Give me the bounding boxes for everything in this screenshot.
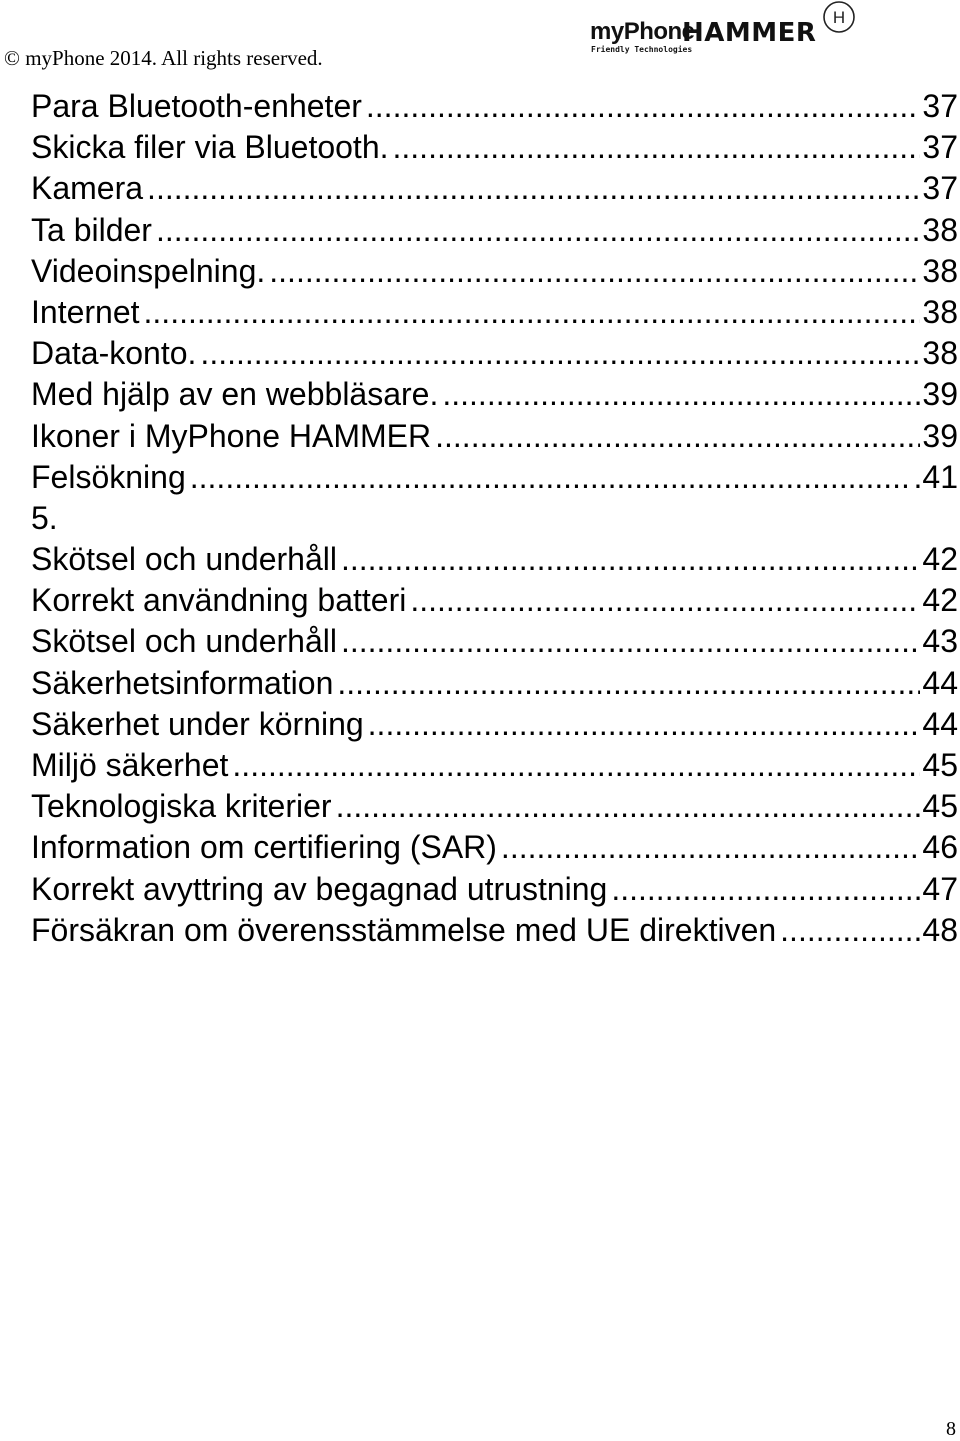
toc-entry-page: 43 <box>922 623 958 660</box>
toc-entry-title: Videoinspelning. <box>31 252 266 289</box>
toc-entry[interactable] <box>31 416 958 457</box>
toc-entry-title: Internet <box>31 293 140 330</box>
toc-entry[interactable] <box>31 374 958 415</box>
toc-dot-leader <box>269 251 920 292</box>
toc-entry-page: 44 <box>922 705 958 742</box>
toc-entry[interactable] <box>31 86 958 127</box>
toc-entry-title: Skötsel och underhåll <box>31 623 337 660</box>
logo-brand <box>590 18 695 46</box>
toc-entry[interactable] <box>31 786 958 827</box>
toc-entry-page: 37 <box>922 88 958 124</box>
toc-entry-page: 37 <box>922 129 958 166</box>
toc-entry-title: Felsökning <box>31 458 186 495</box>
toc-dot-leader <box>341 621 920 662</box>
toc-entry-title: Information om certifiering (SAR) <box>31 829 497 866</box>
toc-dot-leader <box>435 416 920 457</box>
toc-entry-title: Skötsel och underhåll <box>31 541 337 578</box>
logo-brand-my: my <box>590 18 624 45</box>
toc-entry-title: Försäkran om överensstämmelse med UE direktiven <box>31 911 777 948</box>
toc-entry-page: 38 <box>922 293 958 330</box>
toc-dot-leader <box>442 374 920 415</box>
toc-entry[interactable] <box>31 168 958 209</box>
toc-dot-leader <box>780 910 920 951</box>
toc-dot-leader <box>366 86 921 127</box>
toc-entry[interactable] <box>31 539 958 580</box>
toc-entry[interactable] <box>31 251 958 292</box>
page-header <box>0 0 960 84</box>
toc-entry[interactable] <box>31 333 958 374</box>
toc-entry-page: 45 <box>922 747 958 783</box>
toc-entry[interactable] <box>31 457 958 498</box>
toc-dot-leader <box>200 333 920 374</box>
toc-entry-title: Teknologiska kriterier <box>31 788 332 825</box>
toc-entry-page: .41 <box>913 458 958 495</box>
toc-entry[interactable] <box>31 210 958 251</box>
toc-entry-page: 44 <box>922 664 958 701</box>
toc-entry-title: Kamera <box>31 170 144 207</box>
toc-entry-page: 38 <box>922 335 958 372</box>
toc-entry-title: Data-konto. <box>31 335 197 372</box>
toc-entry-title: Ikoner i MyPhone HAMMER <box>31 417 432 454</box>
logo-brand-phone: Phone <box>623 18 695 45</box>
toc-entry-title: Med hjälp av en webbläsare. <box>31 376 439 413</box>
toc-entry-page: 48 <box>922 911 958 948</box>
toc-dot-leader <box>336 786 921 827</box>
toc-entry-page: 39 <box>922 376 958 413</box>
logo-tagline: Friendly Technologies <box>591 45 693 54</box>
toc-dot-leader <box>337 663 920 704</box>
toc-entry-title: Säkerhet under körning <box>31 705 364 742</box>
toc-dot-leader <box>611 869 920 910</box>
toc-entry-page: 38 <box>922 252 958 289</box>
toc-entry[interactable] <box>31 869 958 910</box>
toc-dot-leader <box>144 292 921 333</box>
toc-entry-title: Ta bilder <box>31 211 152 248</box>
toc-dot-leader <box>190 457 912 498</box>
toc-entry[interactable] <box>31 704 958 745</box>
toc-dot-leader <box>410 580 920 621</box>
toc-entry-page: 42 <box>922 541 958 578</box>
toc-entry[interactable] <box>31 292 958 333</box>
copyright-notice: © myPhone 2014. All rights reserved. <box>4 46 323 70</box>
toc-entry-page: 47 <box>922 870 958 907</box>
toc-entry[interactable] <box>31 663 958 704</box>
toc-entry-title: Para Bluetooth-enheter <box>31 88 362 124</box>
toc-entry-page: 42 <box>922 582 958 619</box>
myphone-hammer-logo <box>586 0 866 62</box>
toc-dot-leader <box>341 539 920 580</box>
toc-entry-page: 38 <box>922 211 958 248</box>
toc-entry-title: Korrekt avyttring av begagnad utrustning <box>31 870 608 907</box>
toc-entry[interactable] <box>31 910 958 951</box>
toc-entry[interactable] <box>31 580 958 621</box>
logo-hammer-wordmark: HAMMER <box>682 18 817 48</box>
toc-entry-page: 39 <box>922 417 958 454</box>
h-badge-icon <box>822 0 856 34</box>
toc-entry-page: 46 <box>922 829 958 866</box>
toc-dot-leader <box>501 827 920 868</box>
table-of-contents <box>31 86 958 951</box>
toc-entry[interactable] <box>31 745 958 786</box>
toc-entry-title: Skicka filer via Bluetooth. <box>31 129 389 166</box>
toc-entry-title: 5. <box>31 499 58 536</box>
toc-dot-leader <box>393 127 921 168</box>
toc-entry-title: Korrekt användning batteri <box>31 582 407 619</box>
toc-entry-page: 45 <box>922 788 958 825</box>
toc-entry[interactable] <box>31 621 958 662</box>
toc-dot-leader <box>156 210 920 251</box>
page-number: 8 <box>946 1418 956 1440</box>
toc-dot-leader <box>368 704 921 745</box>
toc-entry[interactable] <box>31 827 958 868</box>
toc-dot-leader <box>232 745 920 786</box>
toc-entry[interactable] <box>31 127 958 168</box>
toc-dot-leader <box>147 168 920 209</box>
toc-entry-title: Säkerhetsinformation <box>31 664 334 701</box>
h-badge-letter: H <box>832 8 846 27</box>
toc-entry-page: 37 <box>922 170 958 207</box>
toc-entry-title: Miljö säkerhet <box>31 747 229 783</box>
toc-entry[interactable] <box>31 498 958 539</box>
